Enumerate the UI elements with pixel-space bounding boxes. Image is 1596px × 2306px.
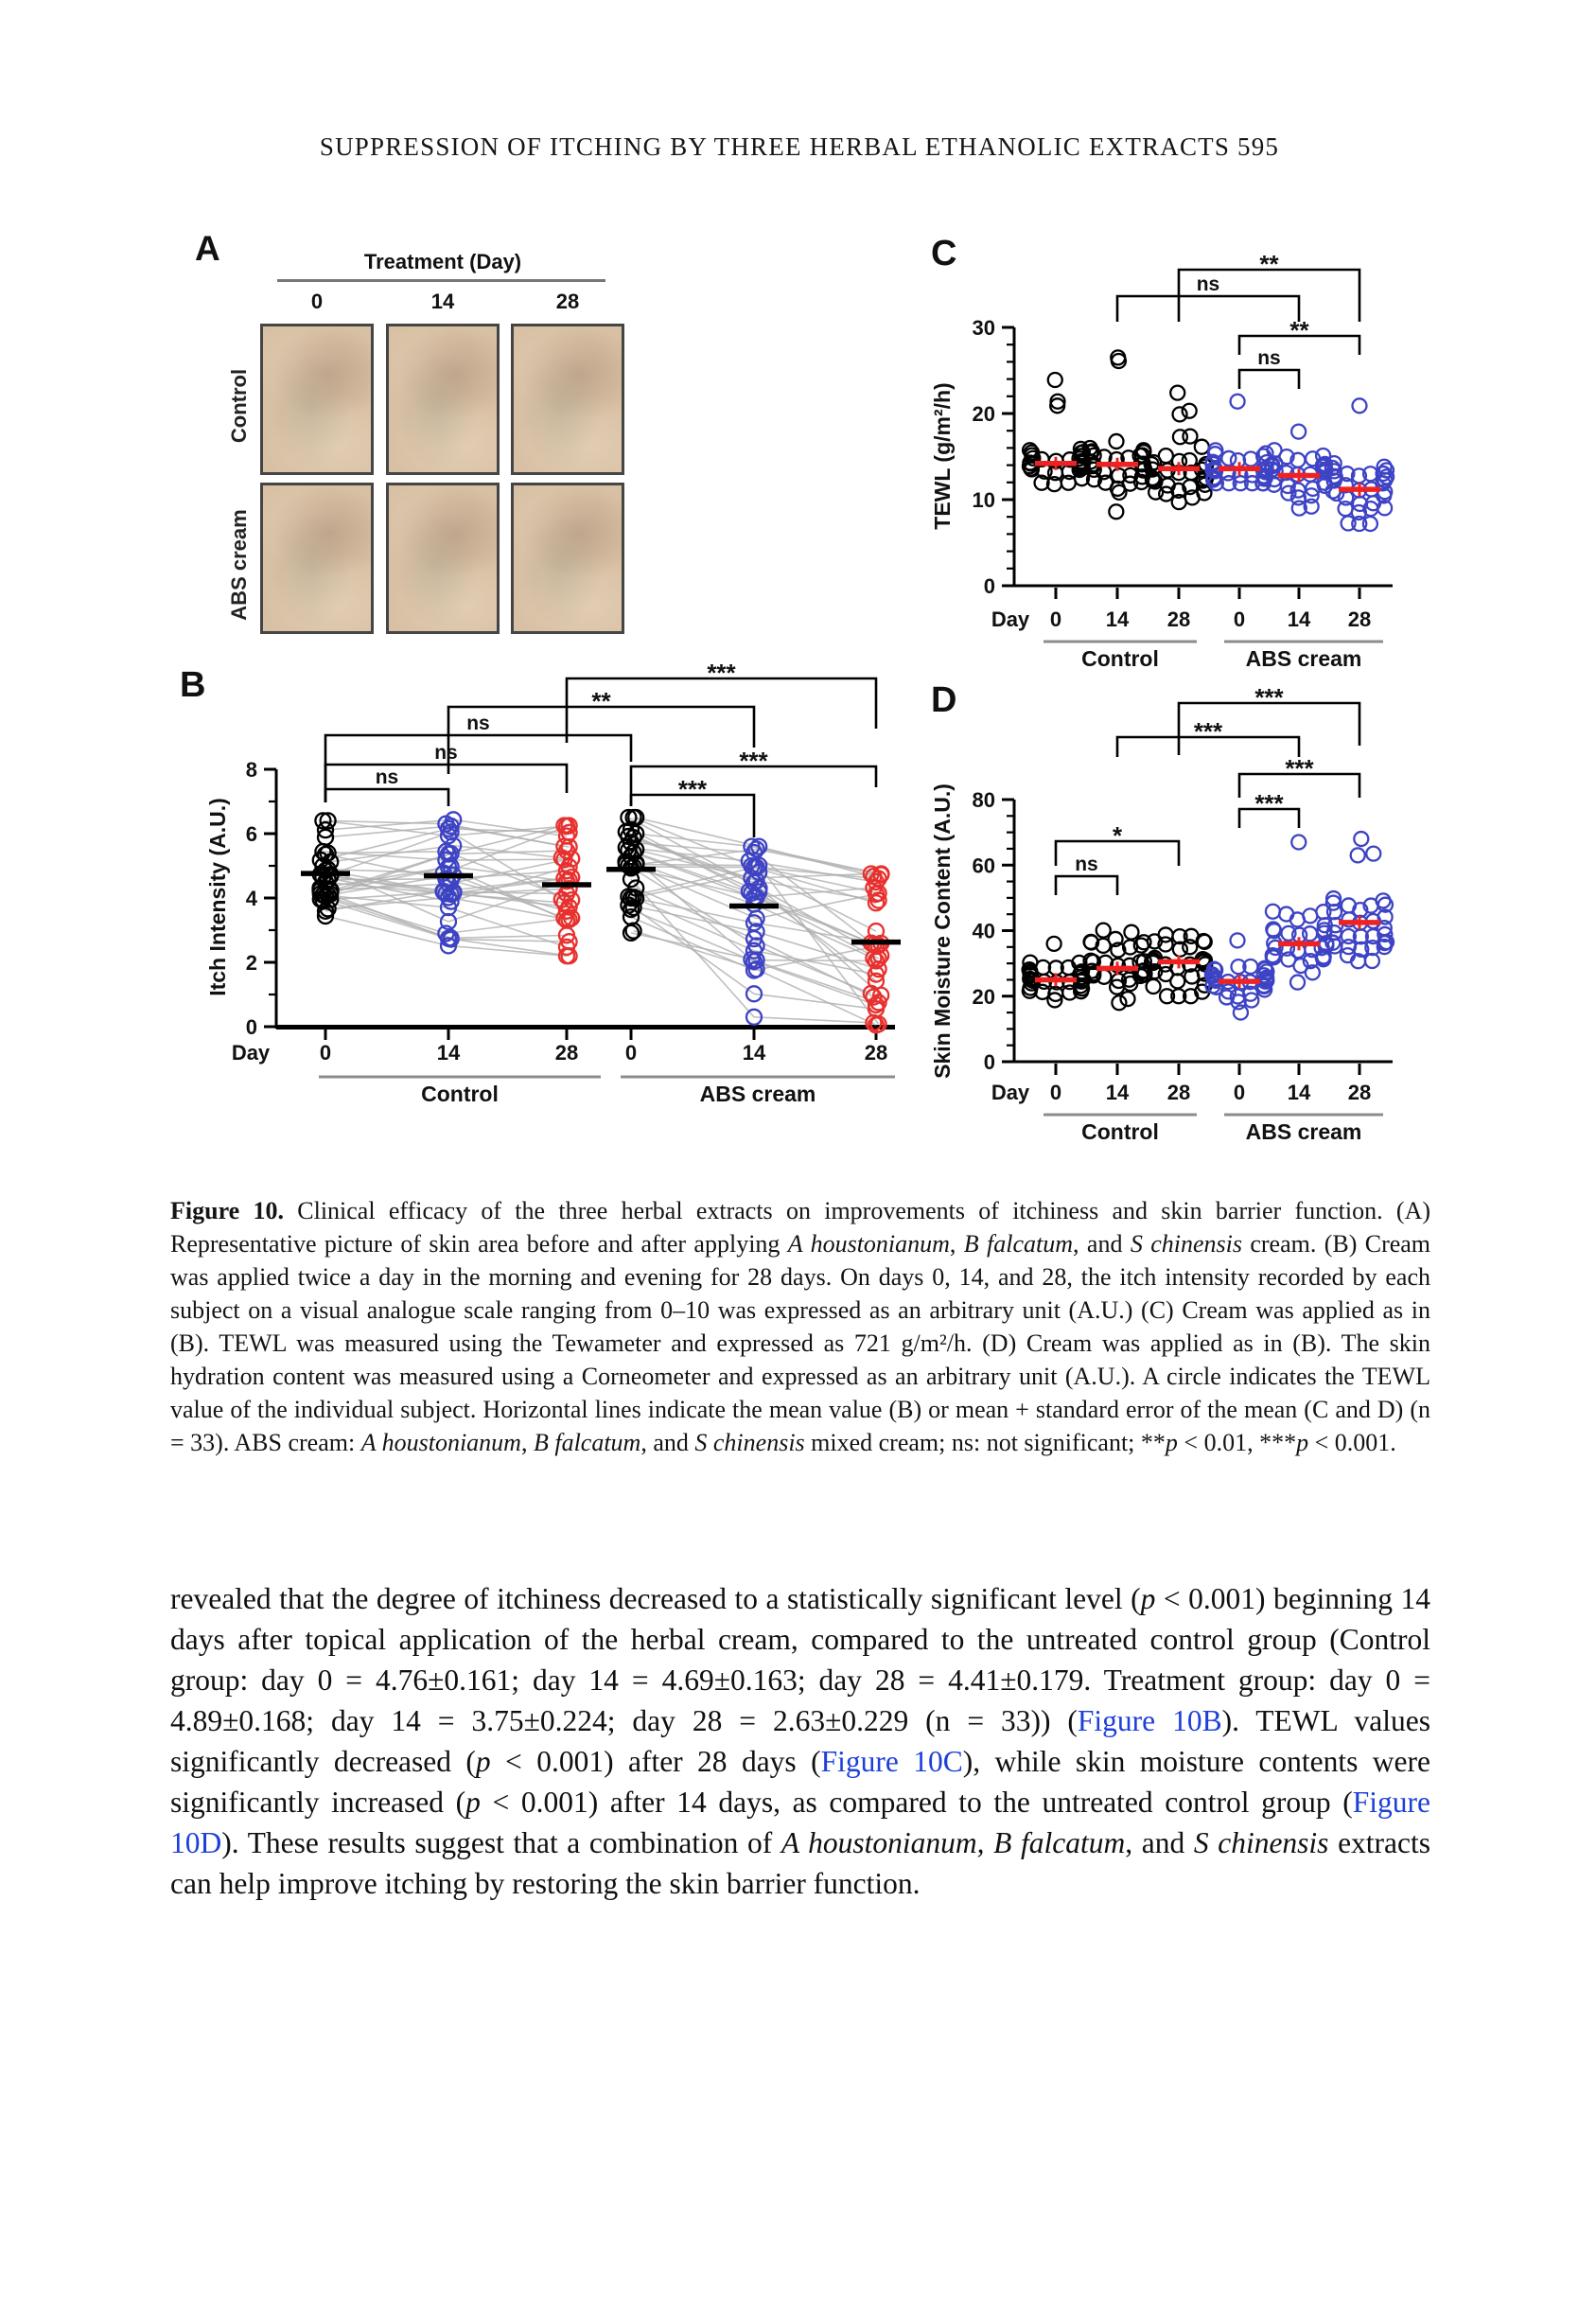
panel-letter: C [931, 234, 957, 273]
day-col-label: 0 [310, 290, 324, 313]
significance-label: ns [1196, 273, 1220, 295]
skin-photo [511, 483, 624, 634]
y-tick-label: 0 [983, 574, 995, 598]
significance-label: ns [1257, 347, 1281, 369]
significance-label: *** [707, 659, 736, 687]
group-label: Control [421, 1082, 499, 1106]
day-col-label: 28 [555, 290, 580, 313]
day-axis-label: Day [991, 607, 1030, 631]
group-label: ABS cream [1245, 646, 1362, 671]
significance-label: *** [1254, 789, 1284, 818]
y-axis-title: Skin Moisture Content (A.U.) [930, 783, 955, 1079]
x-axis-labels [991, 1081, 1383, 1144]
group-label: Control [1081, 1119, 1159, 1144]
skin-photo [260, 483, 374, 634]
y-tick-label: 0 [983, 1050, 995, 1074]
day-tick-label: 14 [742, 1041, 766, 1065]
day-tick-label: 0 [1233, 607, 1246, 631]
body-paragraph: revealed that the degree of itchiness decreased to a statistically significant level (p < 0.001) beginning 14 days after topical application of the herbal cream, compared to the untreated control group (Control group: day 0 = 4.76±0.161; day 14 = 4.69±0.163; day 28 = 4.41±0.179. Treatment group: day 0 = 4.89±0.168; day 14 = 3.75±0.224; day 28 = 2.63±0.229 (n = 33)) (Figure 10B). TEWL values significantly decreased (p < 0.001) after 28 days (Figure 10C), while skin moisture contents were significantly increased (p < 0.001) after 14 days, as compared to the untreated control group (Figure 10D). These results suggest that a combination of A houstonianum, B falcatum, and S chinensis extracts can help improve itching by restoring the skin barrier function. [170, 1582, 1431, 1900]
panel-b-chart [170, 653, 927, 1145]
significance-brackets [1056, 683, 1359, 895]
significance-label: ** [591, 687, 611, 715]
day-tick-label: 0 [1049, 1081, 1062, 1104]
day-tick-label: 28 [864, 1041, 888, 1065]
subject-lines [321, 818, 882, 1025]
day-axis-label: Day [231, 1041, 271, 1065]
panel-a-label: A [195, 229, 220, 268]
y-tick-label: 10 [972, 488, 995, 512]
day-col-label: 14 [430, 290, 455, 313]
row-label-control: Control [227, 368, 251, 444]
data-points [1023, 350, 1394, 531]
day-tick-label: 0 [624, 1041, 638, 1065]
panel-letter: B [180, 665, 206, 705]
day-tick-label: 28 [1347, 1081, 1372, 1104]
significance-label: ns [434, 742, 458, 764]
day-tick-label: 14 [1105, 1081, 1130, 1104]
skin-photo [386, 483, 500, 634]
day-tick-label: 14 [1287, 607, 1311, 631]
y-tick-label: 4 [245, 887, 257, 910]
y-tick-label: 30 [972, 316, 995, 340]
significance-brackets [325, 659, 876, 837]
y-tick-label: 20 [972, 984, 995, 1009]
group-label: ABS cream [1245, 1119, 1362, 1144]
y-tick-label: 60 [972, 854, 995, 878]
day-tick-label: 28 [1166, 607, 1191, 631]
group-label: ABS cream [699, 1082, 816, 1106]
significance-brackets [1117, 250, 1359, 389]
x-axis-labels [991, 607, 1383, 671]
y-tick-label: 20 [972, 402, 995, 426]
row-label-abs-cream: ABS cream [227, 509, 251, 621]
skin-photo [386, 324, 500, 475]
panel-d-chart [908, 662, 1476, 1173]
day-tick-label: 28 [1347, 607, 1372, 631]
group-label: Control [1081, 646, 1159, 671]
day-tick-label: 0 [1233, 1081, 1246, 1104]
figure-link[interactable]: Figure 10B [1077, 1704, 1222, 1737]
figure-link[interactable]: Figure 10D [170, 1786, 1430, 1859]
skin-photo [511, 324, 624, 475]
day-tick-label: 28 [554, 1041, 579, 1065]
significance-label: *** [1193, 717, 1223, 746]
day-axis-label: Day [991, 1081, 1030, 1104]
x-axis-labels [232, 1041, 895, 1106]
running-head: SUPPRESSION OF ITCHING BY THREE HERBAL ETHANOLIC EXTRACTS 595 [319, 132, 1280, 161]
y-axis-title: TEWL (g/m²/h) [930, 382, 955, 530]
panel-a [170, 218, 908, 653]
skin-photo [260, 324, 374, 475]
day-tick-label: 14 [436, 1041, 461, 1065]
treatment-header-rule [277, 279, 605, 282]
panel-c-chart [908, 218, 1476, 672]
significance-label: * [1112, 821, 1123, 850]
y-tick-label: 8 [245, 758, 257, 782]
figure-link[interactable]: Figure 10C [820, 1745, 963, 1778]
figure-caption: Figure 10. Clinical efficacy of the three herbal extracts on improvements of itchiness and skin barrier function. (A) Representative picture of skin area before and after applying A houstonianum, B falcatum, and S chinensis cream. (B) Cream was applied twice a day in the morning and evening for 28 days. On days 0, 14, and 28, the itch intensity recorded by each subject on a visual analogue scale ranging from 0–10 was expressed as an arbitrary unit (A.U.) (C) Cream was applied as in (B). TEWL was measured using the Tewameter and expressed as 721 g/m²/h. (D) Cream was applied as in (B). The skin hydration content was measured using a Corneometer and expressed as an arbitrary unit (A.U.). A circle indicates the TEWL value of the individual subject. Horizontal lines indicate the mean value (B) or mean + standard error of the mean (C and D) (n = 33). ABS cream: A houstonianum, B falcatum, and S chinensis mixed cream; ns: not significant; **p < 0.01, ***p < 0.001. [170, 1197, 1431, 1456]
day-tick-label: 14 [1105, 607, 1130, 631]
y-tick-label: 2 [245, 951, 257, 975]
significance-label: *** [1254, 683, 1284, 712]
y-tick-label: 80 [972, 788, 995, 812]
significance-label: ** [1259, 250, 1279, 278]
y-tick-label: 6 [245, 822, 257, 846]
day-tick-label: 0 [1049, 607, 1062, 631]
significance-label: ** [1289, 316, 1309, 344]
significance-label: ns [1075, 854, 1098, 875]
treatment-day-header: Treatment (Day) [363, 250, 522, 273]
significance-label: *** [677, 775, 708, 803]
significance-label: ns [375, 766, 399, 788]
significance-label: ns [466, 713, 490, 734]
y-tick-label: 0 [245, 1015, 257, 1039]
day-tick-label: 0 [319, 1041, 332, 1065]
panel-letter: D [931, 680, 957, 720]
y-axis-title: Itch Intensity (A.U.) [205, 798, 230, 996]
significance-label: *** [1285, 754, 1314, 783]
day-tick-label: 14 [1287, 1081, 1311, 1104]
significance-label: *** [739, 747, 768, 775]
day-tick-label: 28 [1166, 1081, 1191, 1104]
y-tick-label: 40 [972, 919, 995, 943]
